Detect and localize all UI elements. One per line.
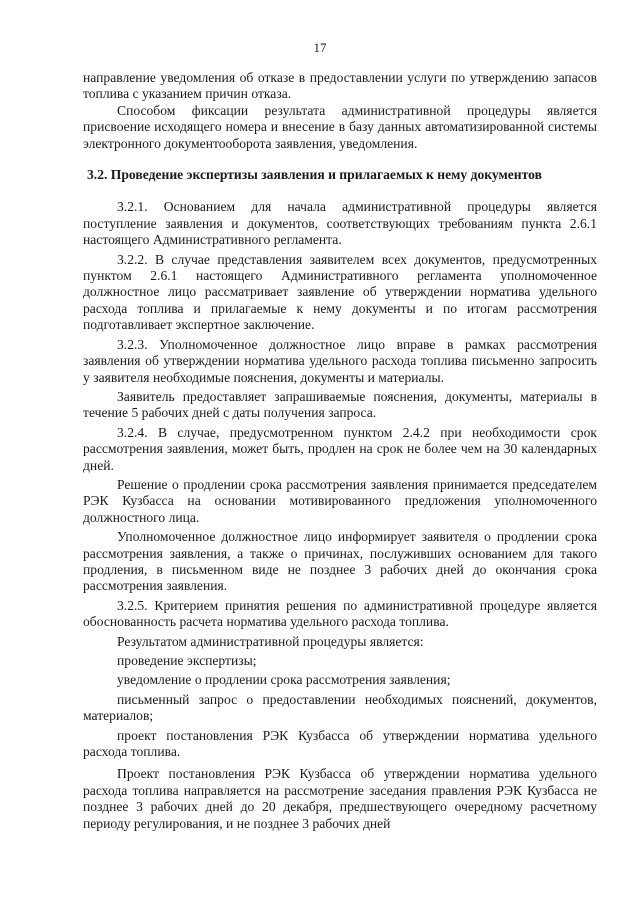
- paragraph-3-2-5: 3.2.5. Критерием принятия решения по административной процедуре является обоснованность расчета норматива удельного расхода топлива.: [83, 597, 597, 630]
- page-number: 17: [313, 40, 327, 55]
- paragraph-result-intro: Результатом административной процедуры является:: [117, 633, 424, 649]
- paragraph-extension-notice: Уполномоченное должностное лицо информирует заявителя о продлении срока рассмотрения заявления, а также о причинах, послуживших основанием для такого продления, в письменном виде не позднее 3 рабочих дней до окончания срока рассмотрения заявления.: [83, 529, 597, 594]
- paragraph-3-2-2: 3.2.2. В случае представления заявителем всех документов, предусмотренных пунктом 2.6.1 настоящего Административного регламента уполномоченное должностное лицо рассматривает заявление об утверждении норматива удельного расхода топлива и прилагаемые к нему документы и по итогам рассмотрения подготавливает экспертное заключение.: [83, 251, 597, 333]
- paragraph-3-2-4: 3.2.4. В случае, предусмотренном пунктом 2.4.2 при необходимости срок рассмотрения заявления, может быть, продлен на срок не более чем на 30 календарных дней.: [83, 424, 597, 473]
- paragraph-3-2-3: 3.2.3. Уполномоченное должностное лицо вправе в рамках рассмотрения заявления об утверждении норматива удельного расхода топлива письменно запросить у заявителя необходимые пояснения, документы и материалы.: [83, 336, 597, 385]
- paragraph-3-2-1: 3.2.1. Основанием для начала административной процедуры является поступление заявления и документов, соответствующих требованиям пункта 2.6.1 настоящего Административного регламента.: [83, 199, 597, 248]
- section-heading: 3.2. Проведение экспертизы заявления и прилагаемых к нему документов: [87, 167, 542, 183]
- paragraph-refusal-notice: направление уведомления об отказе в предоставлении услуги по утверждению запасов топлива с указанием причин отказа.: [83, 70, 597, 102]
- paragraph-result-fixation: Способом фиксации результата административной процедуры является присвоение исходящего номера и внесение в базу данных автоматизированной системы электронного документооборота заявления, уведомления.: [83, 102, 597, 151]
- list-item: проект постановления РЭК Кузбасса об утверждении норматива удельного расхода топлива.: [83, 727, 597, 760]
- list-item: проведение экспертизы;: [117, 653, 257, 668]
- document-body: [83, 70, 597, 832]
- list-item: письменный запрос о предоставлении необходимых пояснений, документов, материалов;: [83, 691, 597, 724]
- paragraph-applicant-response: Заявитель предоставляет запрашиваемые пояснения, документы, материалы в течение 5 рабочих дней с даты получения запроса.: [83, 388, 597, 421]
- paragraph-extension-decision: Решение о продлении срока рассмотрения заявления принимается председателем РЭК Кузбасса на основании мотивированного предложения уполномоченного должностного лица.: [83, 476, 597, 525]
- paragraph-draft-resolution: Проект постановления РЭК Кузбасса об утверждении норматива удельного расхода топлива направляется на рассмотрение заседания правления РЭК Кузбасса не позднее 3 рабочих дней до 20 декабря, предшествующего очередному расчетному периоду регулирования, и не позднее 3 рабочих дней: [83, 766, 597, 831]
- list-item: уведомление о продлении срока рассмотрения заявления;: [117, 672, 451, 688]
